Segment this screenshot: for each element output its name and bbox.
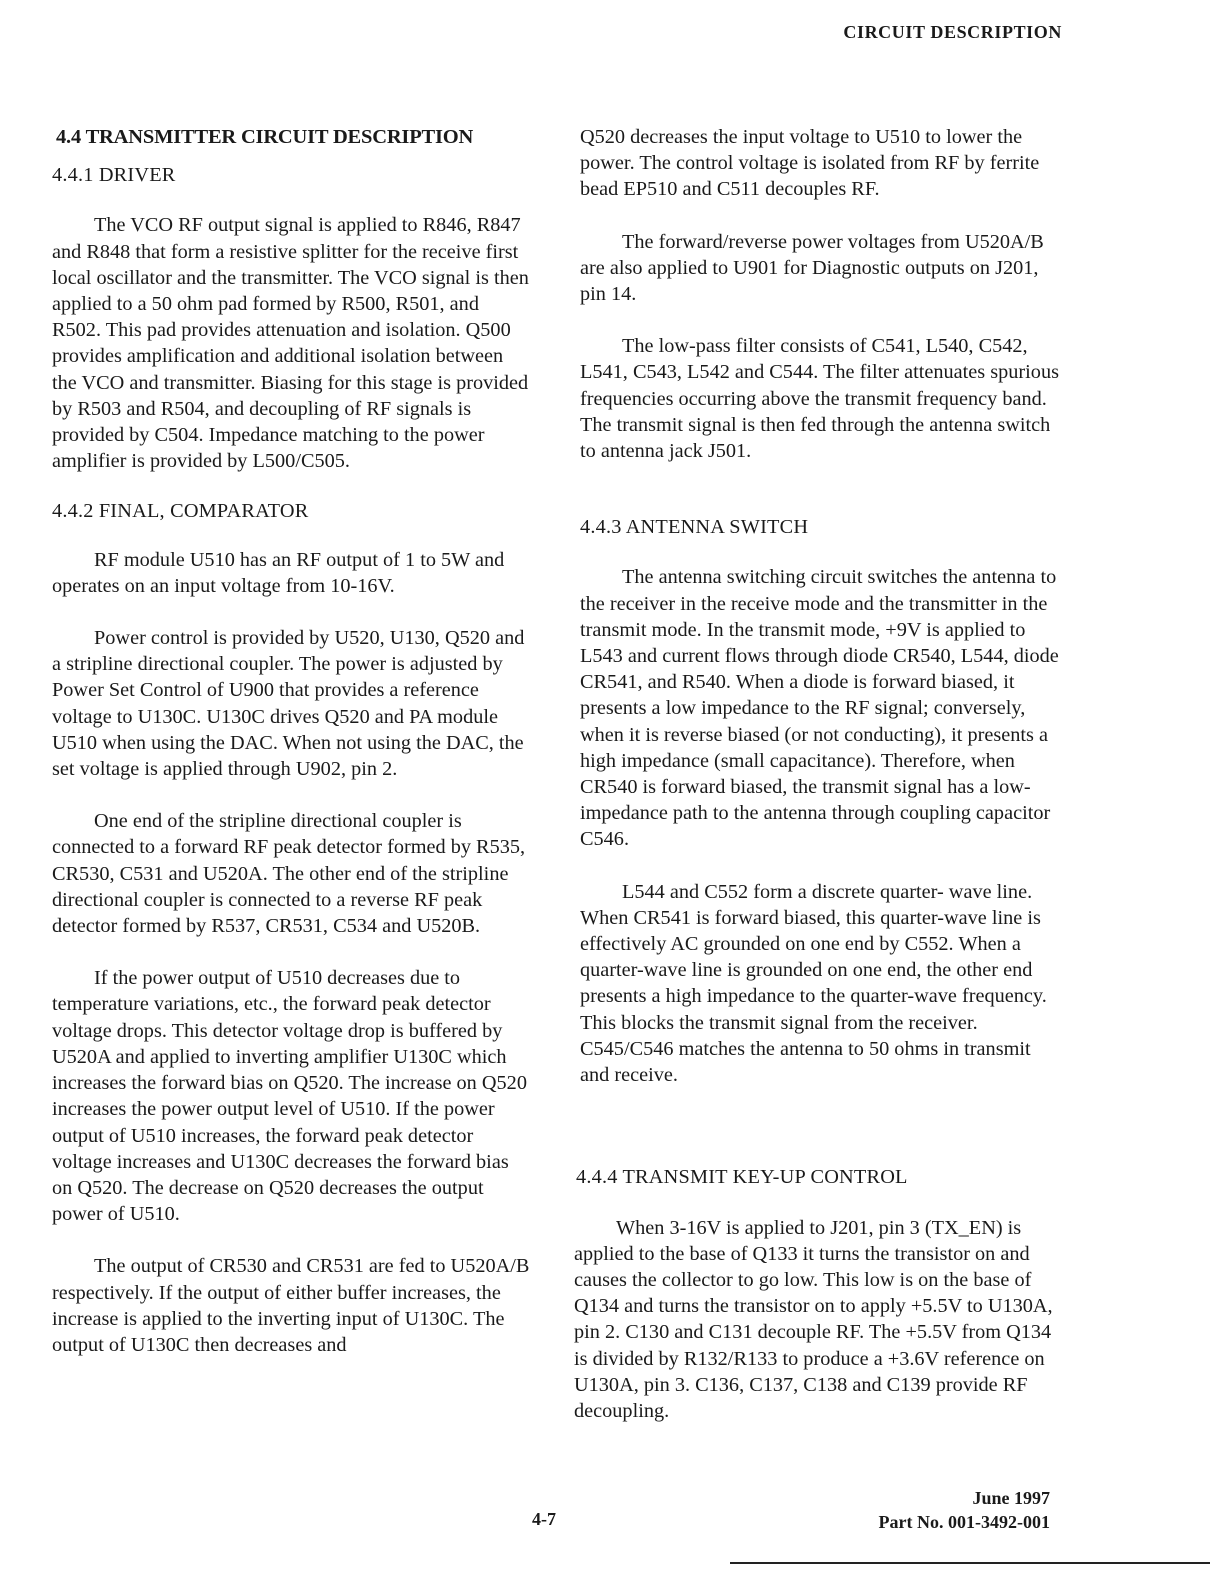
paragraph: RF module U510 has an RF output of 1 to 5W and operates on an input voltage from 10-16V. — [52, 548, 505, 597]
footer-rule — [730, 1562, 1210, 1564]
running-header: CIRCUIT DESCRIPTION — [843, 22, 1062, 42]
right-column — [572, 124, 1062, 1450]
paragraph: One end of the stripline directional coupler is connected to a forward RF peak detector formed by R535, CR530, C531 and U520A. The other end of the stripline directional coupler is connected to a reverse RF peak detector formed by R537, CR531, C534 and U520B. — [52, 810, 526, 938]
subheading-driver: 4.4.1 DRIVER — [52, 164, 176, 187]
section-title: 4.4 TRANSMITTER CIRCUIT DESCRIPTION — [56, 126, 474, 148]
footer-meta — [879, 1486, 1050, 1534]
subheading-antenna-switch: 4.4.3 ANTENNA SWITCH — [580, 516, 809, 539]
page-number: 4-7 — [532, 1509, 556, 1529]
footer-date: June 1997 — [972, 1488, 1050, 1508]
subheading-transmit-key-up-control: 4.4.4 TRANSMIT KEY-UP CONTROL — [576, 1166, 908, 1189]
paragraph: Power control is provided by U520, U130, Q520 and a stripline directional coupler. The power is adjusted by Power Set Control of U900 that provides a reference voltage to U130C. U130C drives Q520 and PA module U510 when using the DAC. When not using the DAC, the set voltage is applied through U902, pin 2. — [52, 627, 525, 781]
paragraph: L544 and C552 form a discrete quarter- wave line. When CR541 is forward biased, this quarter-wave line is effectively AC grounded on one end by C552. When a quarter-wave line is grounded on one end, the other end presents a high impedance to the quarter-wave frequency. This blocks the transmit signal from the receiver. C545/C546 matches the antenna to 50 ohms in transmit and receive. — [580, 880, 1047, 1087]
paragraph: The low-pass filter consists of C541, L540, C542, L541, C543, L542 and C544. The filter attenuates spurious frequencies occurring above the transmit frequency band. The transmit signal is then fed through the antenna switch to antenna jack J501. — [580, 335, 1059, 463]
paragraph: The antenna switching circuit switches the antenna to the receiver in the receive mode and the transmitter in the transmit mode. In the transmit mode, +9V is applied to L543 and current flows through diode CR540, L544, diode CR541, and R540. When a diode is forward biased, it presents a low impedance to the RF signal; conversely, when it is reverse biased (or not conducting), it presents a high impedance (small capacitance). Therefore, when CR540 is forward biased, the transmit signal has a low-impedance path to the antenna through coupling capacitor C546. — [580, 566, 1059, 851]
left-column — [52, 124, 530, 1358]
subheading-final-comparator: 4.4.2 FINAL, COMPARATOR — [52, 500, 309, 523]
paragraph: When 3-16V is applied to J201, pin 3 (TX_EN) is applied to the base of Q133 it turns the transistor on and causes the collector to go low. This low is on the base of Q134 and turns the transistor on to apply +5.5V to U130A, pin 2. C130 and C131 decouple RF. The +5.5V from Q134 is divided by R132/R133 to produce a +3.6V reference on U130A, pin 3. C136, C137, C138 and C139 provide RF decoupling. — [574, 1216, 1053, 1422]
paragraph: The forward/reverse power voltages from U520A/B are also applied to U901 for Diagnostic outputs on J201, pin 14. — [580, 230, 1044, 306]
paragraph: If the power output of U510 decreases due to temperature variations, etc., the forward peak detector voltage drops. This detector voltage drop is buffered by U520A and applied to inverting amplifier U130C which increases the forward bias on Q520. The increase on Q520 increases the power output level of U510. If the power output of U510 increases, the forward peak detector voltage increases and U130C decreases the forward bias on Q520. The decrease on Q520 decreases the output power of U510. — [52, 967, 527, 1226]
paragraph: The VCO RF output signal is applied to R846, R847 and R848 that form a resistive splitter for the receive first local oscillator and the transmitter. The VCO signal is then applied to a 50 ohm pad formed by R500, R501, and R502. This pad provides attenuation and isolation. Q500 provides amplification and additional isolation between the VCO and transmitter. Biasing for this stage is provided by R503 and R504, and decoupling of RF signals is provided by C504. Impedance matching to the power amplifier is provided by L500/C505. — [52, 214, 529, 473]
paragraph-continued: Q520 decreases the input voltage to U510 to lower the power. The control voltage is isolated from RF by ferrite bead EP510 and C511 decouples RF. — [580, 126, 1040, 201]
paragraph: The output of CR530 and CR531 are fed to U520A/B respectively. If the output of either buffer increases, the increase is applied to the inverting input of U130C. The output of U130C then decreases and — [52, 1255, 530, 1356]
footer-part-number: Part No. 001-3492-001 — [878, 1512, 1050, 1532]
